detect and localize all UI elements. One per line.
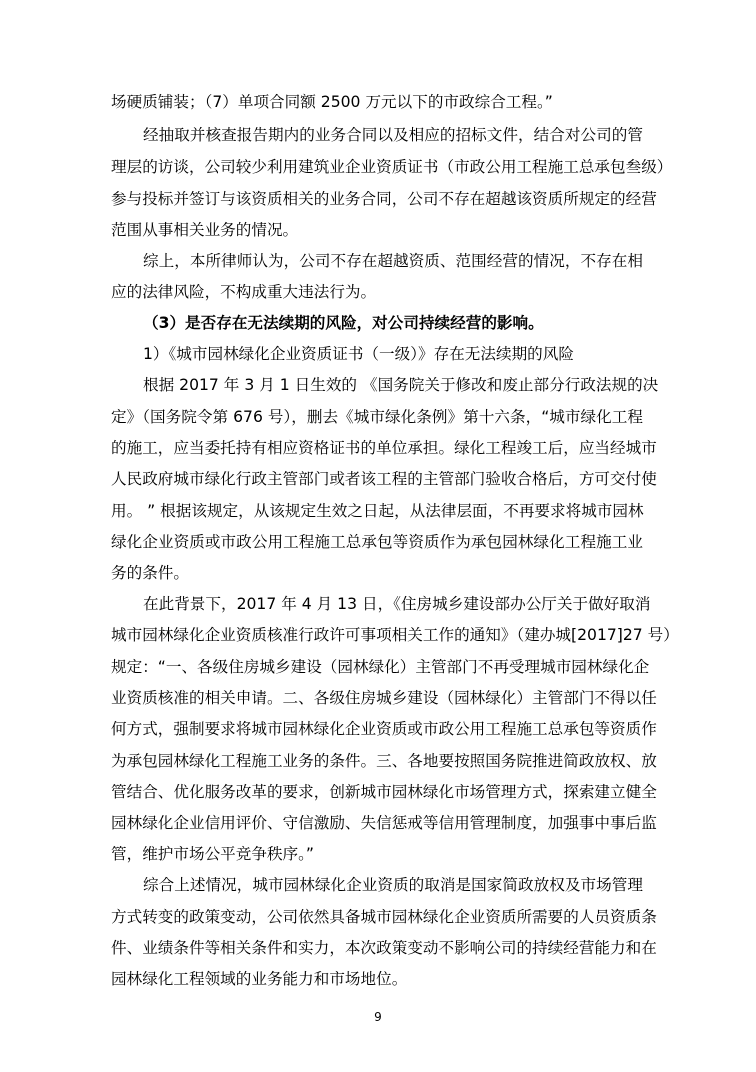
- text-line: 绿化企业资质或市政公用工程施工总承包等资质作为承包园林绿化工程施工业: [111, 533, 643, 551]
- text-line: 综上，本所律师认为，公司不存在超越资质、范围经营的情况，不存在相: [143, 252, 643, 270]
- text-line: 理层的访谈，公司较少利用建筑业企业资质证书（市政公用工程施工总承包叁级）: [111, 158, 673, 176]
- text-line: 定》（国务院令第 676 号），删去《城市绿化条例》第十六条，“城市绿化工程: [111, 408, 643, 426]
- text-line: 根据 2017 年 3 月 1 日生效的 《国务院关于修改和废止部分行政法规的决: [143, 376, 659, 394]
- text-line: 件、业绩条件等相关条件和实力，本次政策变动不影响公司的持续经营能力和在: [111, 939, 657, 957]
- text-line: 范围从事相关业务的情况。: [111, 221, 299, 239]
- text-line: 应的法律风险，不构成重大违法行为。: [111, 283, 377, 301]
- text-line: 用。 ” 根据该规定，从该规定生效之日起，从法律层面，不再要求将城市园林: [111, 502, 644, 520]
- text-line: 在此背景下，2017 年 4 月 13 日，《住房城乡建设部办公厅关于做好取消: [143, 595, 651, 613]
- text-line: 管，维护市场公平竞争秩序。”: [111, 845, 314, 863]
- text-line: 人民政府城市绿化行政主管部门或者该工程的主管部门验收合格后，方可交付使: [111, 470, 657, 488]
- text-line: 园林绿化企业信用评价、守信激励、失信惩戒等信用管理制度，加强事中事后监: [111, 814, 657, 832]
- text-line: 务的条件。: [111, 564, 189, 582]
- text-line: 园林绿化工程领域的业务能力和市场地位。: [111, 970, 408, 988]
- text-line: 为承包园林绿化工程施工业务的条件。三、各地要按照国务院推进简政放权、放: [111, 752, 657, 770]
- text-line: 场硬质铺装；（7）单项合同额 2500 万元以下的市政综合工程。”: [111, 93, 553, 111]
- text-line: 管结合、优化服务改革的要求，创新城市园林绿化市场管理方式，探索建立健全: [111, 783, 657, 801]
- section-heading: （3）是否存在无法续期的风险，对公司持续经营的影响。: [143, 314, 544, 332]
- text-line: 方式转变的政策变动，公司依然具备城市园林绿化企业资质所需要的人员资质条: [111, 908, 657, 926]
- subsection-heading: 1）《城市园林绿化企业资质证书（一级）》存在无法续期的风险: [143, 345, 574, 363]
- text-line: 业资质核准的相关申请。二、各级住房城乡建设（园林绿化）主管部门不得以任: [111, 689, 657, 707]
- page-number: 9: [374, 1010, 382, 1024]
- text-line: 的施工，应当委托持有相应资格证书的单位承担。绿化工程竣工后，应当经城市: [111, 439, 657, 457]
- text-line: 综合上述情况，城市园林绿化企业资质的取消是国家简政放权及市场管理: [143, 876, 643, 894]
- text-line: 参与投标并签订与该资质相关的业务合同，公司不存在超越该资质所规定的经营: [111, 190, 657, 208]
- text-line: 经抽取并核查报告期内的业务合同以及相应的招标文件，结合对公司的管: [143, 126, 643, 144]
- text-line: 规定：“一、各级住房城乡建设（园林绿化）主管部门不再受理城市园林绿化企: [111, 658, 650, 676]
- text-line: 城市园林绿化企业资质核准行政许可事项相关工作的通知》（建办城[2017]27 号）: [111, 626, 679, 644]
- text-line: 何方式，强制要求将城市园林绿化企业资质或市政公用工程施工总承包等资质作: [111, 720, 657, 738]
